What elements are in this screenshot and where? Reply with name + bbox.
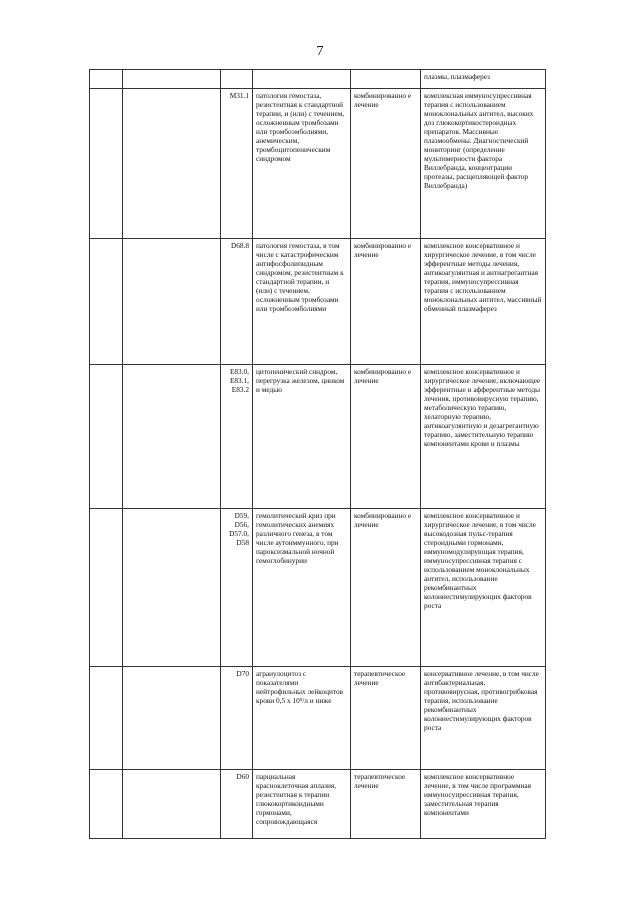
profile-cell [123, 70, 221, 89]
table-row [90, 89, 546, 239]
table-row [90, 667, 546, 770]
treatment-type-cell [351, 70, 421, 89]
patient-model-cell [253, 70, 351, 89]
profile-cell [123, 509, 221, 667]
code-cell [221, 70, 253, 89]
treatment-method-cell: консервативное лечение, в том числе антибактериальная, противовирусная, противогрибковая терапия, использование рекомбинантных колониестимулирующих факторов роста [421, 667, 546, 770]
code-cell: D70 [221, 667, 253, 770]
index-cell [90, 509, 123, 667]
treatment-type-cell: терапевтическое лечение [351, 667, 421, 770]
patient-model-cell: цитопенический синдром, перегрузка железом, цинком и медью [253, 365, 351, 509]
treatment-table [89, 69, 546, 839]
table-row [90, 70, 546, 89]
treatment-type-cell: комбинированно е лечение [351, 89, 421, 239]
patient-model-cell: агранулоцитоз с показателями нейтрофильных лейкоцитов крови 0,5 x 10⁹/л и ниже [253, 667, 351, 770]
treatment-type-cell: комбинированно е лечение [351, 239, 421, 365]
patient-model-cell: гемолитический криз при гемолитических анемиях различного генеза, в том числе аутоиммунного, при пароксизмальной ночной гемоглобинурии [253, 509, 351, 667]
table-row [90, 365, 546, 509]
profile-cell [123, 89, 221, 239]
index-cell [90, 365, 123, 509]
index-cell [90, 70, 123, 89]
index-cell [90, 667, 123, 770]
profile-cell [123, 770, 221, 839]
treatment-method-cell: комплексное консервативное лечение, в том числе программная иммуносупрессивная терапия, заместительная терапия компонентами [421, 770, 546, 839]
index-cell [90, 239, 123, 365]
patient-model-cell: патология гемостаза, резистентная к стандартной терапии, и (или) с течением, осложненным тромбозами или тромбоэмболиями, анемическим, тромбоцитопеническим синдромом [253, 89, 351, 239]
profile-cell [123, 239, 221, 365]
code-cell: D60 [221, 770, 253, 839]
treatment-type-cell: комбинированно е лечение [351, 365, 421, 509]
index-cell [90, 770, 123, 839]
treatment-method-cell: комплексное консервативное и хирургическое лечение, включающее эфферентные и афферентные методы лечения, противовирусную терапию, метаболическую терапию, хелаторную терапию, антикоагулянтную и дезагрегантную терапию, заместительную терапию компонентами крови и плазмы [421, 365, 546, 509]
treatment-method-cell: комплексное консервативное и хирургическое лечение, в том числе эфферентные методы лечения, антикоагулянтная и антиагрегантная терапия, иммуносупрессивная терапия с использованием моноклональных антител, массивный обменный плазмаферез [421, 239, 546, 365]
code-cell: E83.0, E83.1, E83.2 [221, 365, 253, 509]
page-number: 7 [316, 44, 324, 59]
patient-model-cell: парциальная красноклеточная аплазия, резистентная к терапии глюкокортикоидными гормонами, сопровождающаяся [253, 770, 351, 839]
treatment-method-cell: плазмы, плазмаферез [421, 70, 546, 89]
code-cell: M31.1 [221, 89, 253, 239]
treatment-type-cell: терапевтическое лечение [351, 770, 421, 839]
table-row [90, 509, 546, 667]
treatment-method-cell: комплексная иммуносупрессивная терапия с использованием моноклональных антител, высоких доз глюкокортикостероидных препаратов. Массивные плазмообмены. Диагностический мониторинг (определение мультимерности фактора Виллебранда, концентрации протеазы, расщепляющей фактор Виллебранда) [421, 89, 546, 239]
table-row [90, 239, 546, 365]
index-cell [90, 89, 123, 239]
code-cell: D59, D56, D57.0, D58 [221, 509, 253, 667]
treatment-type-cell: комбинированно е лечение [351, 509, 421, 667]
table-row [90, 770, 546, 839]
code-cell: D68.8 [221, 239, 253, 365]
profile-cell [123, 667, 221, 770]
patient-model-cell: патология гемостаза, в том числе с катастрофическим антифосфолипидным синдромом, резистентным к стандартной терапии, и (или) с течением, осложненным тромбозами или тромбоэмболиями [253, 239, 351, 365]
profile-cell [123, 365, 221, 509]
treatment-method-cell: комплексное консервативное и хирургическое лечение, в том числе высокодозная пульс-терапия стероидными гормонами, иммуномодулирующая терапия, иммуносупрессивная терапия с использованием моноклональных антител, использование рекомбинантных колониестимулирующих факторов роста [421, 509, 546, 667]
